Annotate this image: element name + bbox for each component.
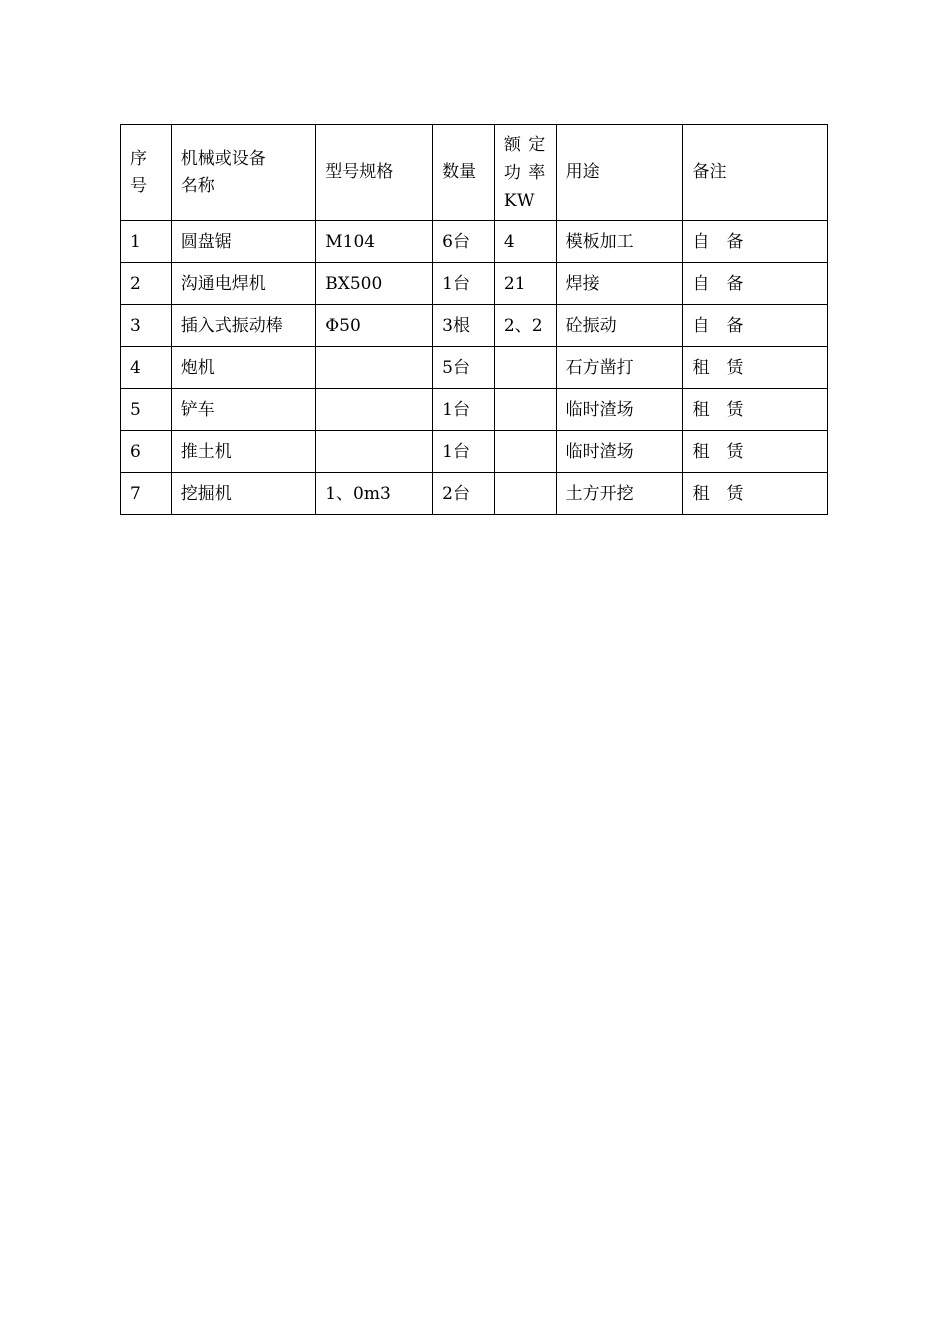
cell-power [494, 473, 556, 515]
cell-note: 自 备 [683, 263, 828, 305]
table-row [121, 263, 828, 305]
header-model [316, 125, 433, 221]
cell-seq: 7 [121, 473, 172, 515]
cell-use: 土方开挖 [556, 473, 683, 515]
table-row [121, 221, 828, 263]
cell-note: 自 备 [683, 305, 828, 347]
cell-qty: 1台 [433, 389, 495, 431]
cell-model: 1、0m3 [316, 473, 433, 515]
cell-use: 焊接 [556, 263, 683, 305]
cell-model [316, 347, 433, 389]
cell-name: 铲车 [171, 389, 315, 431]
table-row [121, 389, 828, 431]
table-row [121, 473, 828, 515]
cell-model [316, 389, 433, 431]
table-row [121, 305, 828, 347]
header-use [556, 125, 683, 221]
header-power-label: 额 定 功 率 KW [503, 134, 547, 211]
header-qty-label: 数量 [442, 162, 477, 182]
cell-name: 炮机 [171, 347, 315, 389]
header-note-label: 备注 [692, 162, 727, 182]
table-row [121, 431, 828, 473]
cell-name: 圆盘锯 [171, 221, 315, 263]
cell-model: Φ50 [316, 305, 433, 347]
cell-power [494, 431, 556, 473]
cell-use: 临时渣场 [556, 431, 683, 473]
cell-use: 模板加工 [556, 221, 683, 263]
cell-use: 临时渣场 [556, 389, 683, 431]
cell-power: 2、2 [494, 305, 556, 347]
cell-note: 租 赁 [683, 473, 828, 515]
cell-seq: 5 [121, 389, 172, 431]
cell-seq: 4 [121, 347, 172, 389]
cell-note: 租 赁 [683, 431, 828, 473]
cell-seq: 2 [121, 263, 172, 305]
cell-note: 租 赁 [683, 389, 828, 431]
cell-name: 沟通电焊机 [171, 263, 315, 305]
cell-name: 插入式振动棒 [171, 305, 315, 347]
cell-note: 自 备 [683, 221, 828, 263]
cell-seq: 6 [121, 431, 172, 473]
cell-power [494, 347, 556, 389]
header-qty [433, 125, 495, 221]
cell-qty: 3根 [433, 305, 495, 347]
cell-qty: 1台 [433, 263, 495, 305]
header-note [683, 125, 828, 221]
cell-qty: 5台 [433, 347, 495, 389]
cell-model: BX500 [316, 263, 433, 305]
header-model-label: 型号规格 [325, 162, 394, 182]
cell-model: M104 [316, 221, 433, 263]
cell-qty: 6台 [433, 221, 495, 263]
cell-use: 石方凿打 [556, 347, 683, 389]
equipment-table [120, 124, 828, 515]
table-header-row [121, 125, 828, 221]
cell-qty: 2台 [433, 473, 495, 515]
header-use-label: 用途 [565, 162, 600, 182]
header-name-label: 机械或设备 名称 [180, 148, 266, 196]
cell-power: 4 [494, 221, 556, 263]
table-row [121, 347, 828, 389]
header-power [494, 125, 556, 221]
header-seq-label: 序 号 [130, 148, 147, 196]
cell-power: 21 [494, 263, 556, 305]
header-name [171, 125, 315, 221]
cell-name: 挖掘机 [171, 473, 315, 515]
cell-qty: 1台 [433, 431, 495, 473]
cell-use: 砼振动 [556, 305, 683, 347]
cell-seq: 1 [121, 221, 172, 263]
header-seq [121, 125, 172, 221]
cell-power [494, 389, 556, 431]
cell-seq: 3 [121, 305, 172, 347]
cell-name: 推土机 [171, 431, 315, 473]
cell-model [316, 431, 433, 473]
cell-note: 租 赁 [683, 347, 828, 389]
